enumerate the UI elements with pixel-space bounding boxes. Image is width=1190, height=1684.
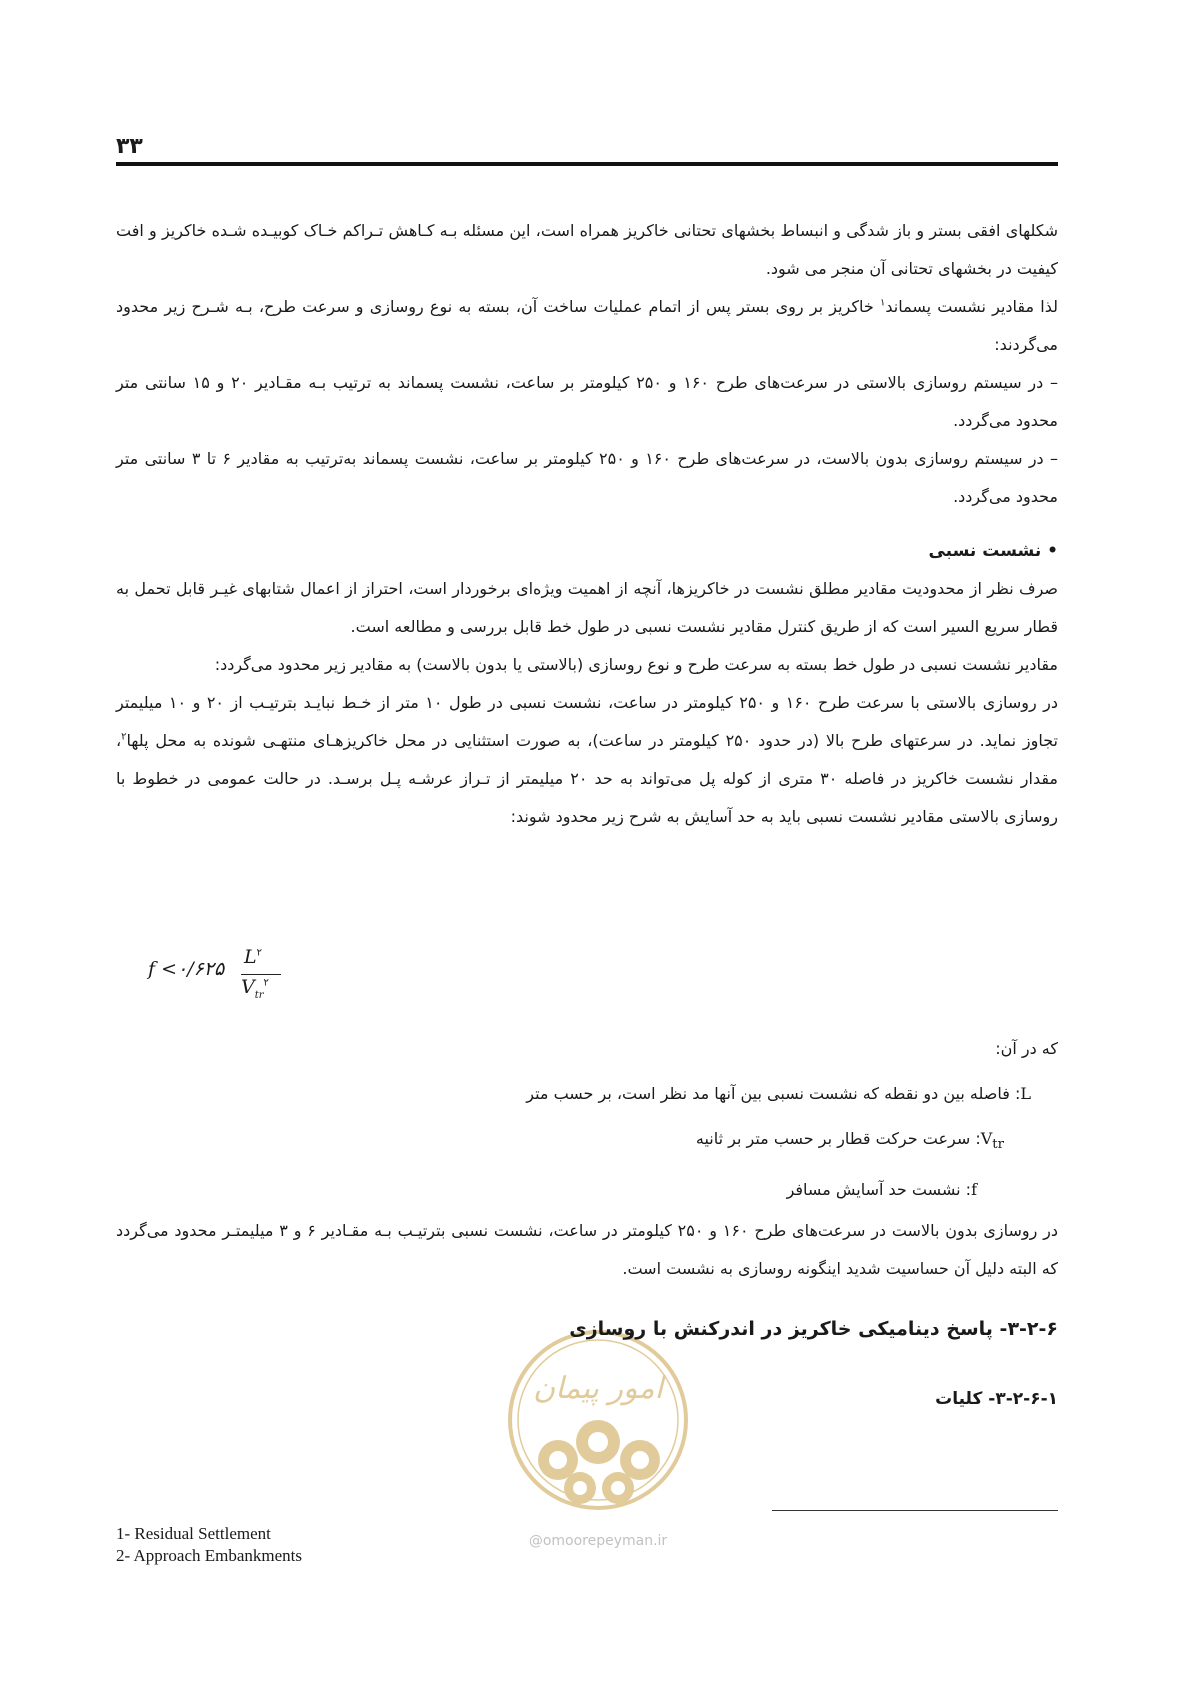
footnotes [116,1523,302,1567]
relative-paragraph-3-rest: ، مقدار نشست خاکریز در فاصله ۳۰ متری از کوله پل می‌تواند به حد ۲۰ میلیمتر از تـراز عرشـه پـل برسـد. در حالت عمومی در خطوط با روسازی بالاستی مقادیر نشست نسبی باید به حد آسایش به شرح زیر محدود شوند: [116,731,1059,826]
relative-paragraph-3 [116,684,1058,836]
bullet-ballasted: – در سیستم روسازی بالاستی در سرعت‌های طرح ۱۶۰ و ۲۵۰ کیلومتر بر ساعت، نشست پسماند به ترتیب بـه مقـادیر ۲۰ و ۱۵ سانتی متر محدود می‌گردد. [116,373,1058,430]
tail-paragraph: در روسازی بدون بالاست در سرعت‌های طرح ۱۶۰ و ۲۵۰ کیلومتر در ساعت، نشست نسبی بترتیـب بـه مقـادیر ۶ و ۳ میلیمتـر محدود می‌گردد که البته دلیل آن حساسیت شدید اینگونه روسازی به نشست است. [116,1221,1059,1278]
paragraph-2-start: لذا مقادیر نشست پسماند [885,297,1059,316]
formula-lhs: f <۰/۶۲۵ [148,958,225,980]
comfort-formula [148,946,298,1006]
formula-fraction-bar [241,974,281,975]
definition-f: f: نشست حد آسایش مسافر [786,1180,977,1200]
footnote-rule [772,1510,1058,1511]
formula-denominator: $V_{tr}^۲$ [241,976,269,1001]
watermark-logo [498,1320,698,1575]
footnote-2: 2- Approach Embankments [116,1546,303,1565]
subsection-heading: ۳-۲-۶-۱- کلیات [935,1389,1058,1409]
where-text: که در آن: [995,1039,1058,1058]
footnote-ref-2[interactable]: ۲ [121,731,127,743]
watermark-url: @omoorepeyman.ir [528,1533,668,1549]
page-number: ۳۳ [116,134,143,159]
heading-relative-settlement: • نشست نسبی [928,541,1058,561]
relative-paragraph-3-start: در روسازی بالاستی با سرعت طرح ۱۶۰ و ۲۵۰ کیلومتر در ساعت، نشست نسبی در طول ۱۰ متر از خـط نبایـد بترتیـب از ۲۰ و ۱۰ میلیمتر تجاوز نماید. در سرعتهای طرح بالا (در حدود ۲۵۰ کیلومتر در ساعت)، به صورت استثنایی در محل خاکریزهـای منتهـی شونده به محل پلها [116,693,1059,750]
definition-L: L: فاصله بین دو نقطه که نشست نسبی بین آنها مد نظر است، بر حسب متر [526,1084,1031,1103]
relative-paragraph-1: صرف نظر از محدودیت مقادیر مطلق نشست در خاکریزها، آنچه از اهمیت ویژه‌ای برخوردار است، احتراز از اعمال شتابهای غیـر قابل تحمل به قطار سریع السیر است که از طریق کنترل مقادیر نشست نسبی در طول خط قابل بررسی و مطالعه است. [116,579,1058,636]
tail-text [116,1212,1058,1288]
definitions [116,1026,1058,1212]
watermark-name: امور پیمان [533,1371,663,1406]
formula-numerator: $L^۲$ [244,946,262,968]
body-text [116,212,1058,836]
paragraph-1: شکلهای افقی بستر و باز شدگی و انبساط بخشهای تحتانی خاکریز همراه است، این مسئله بـه کـاهش تـراکم خـاک کوبیـده شـده خاکریز و افت کیفیت در بخشهای تحتانی آن منجر می شود. [116,221,1058,278]
bullet-ballastless: – در سیستم روسازی بدون بالاست، در سرعت‌های طرح ۱۶۰ و ۲۵۰ کیلومتر بر ساعت، نشست پسماند به‌ترتیب به مقادیر ۶ تا ۳ سانتی متر محدود می‌گردد. [116,449,1059,506]
definition-Vtr: $V_{tr}$: سرعت حرکت قطار بر حسب متر بر ثانیه [695,1129,1004,1153]
section-heading: ۳-۲-۶- پاسخ دینامیکی خاکریز در اندرکنش با روسازی [569,1318,1058,1340]
paragraph-2-rest: خاکریز بر روی بستر پس از اتمام عملیات ساخت آن، بسته به نوع روسازی و سرعت طرح، بـه شـرح زیر محدود می‌گردند: [116,297,1058,354]
footnote-ref-1[interactable]: ۱ [879,297,886,309]
footnote-1: 1- Residual Settlement [116,1524,271,1543]
paragraph-2 [116,288,1058,364]
relative-paragraph-2: مقادیر نشست نسبی در طول خط بسته به سرعت طرح و نوع روسازی (بالاستی یا بدون بالاست) به مقادیر زیر محدود می‌گردد: [214,655,1058,674]
header-rule [116,162,1058,166]
